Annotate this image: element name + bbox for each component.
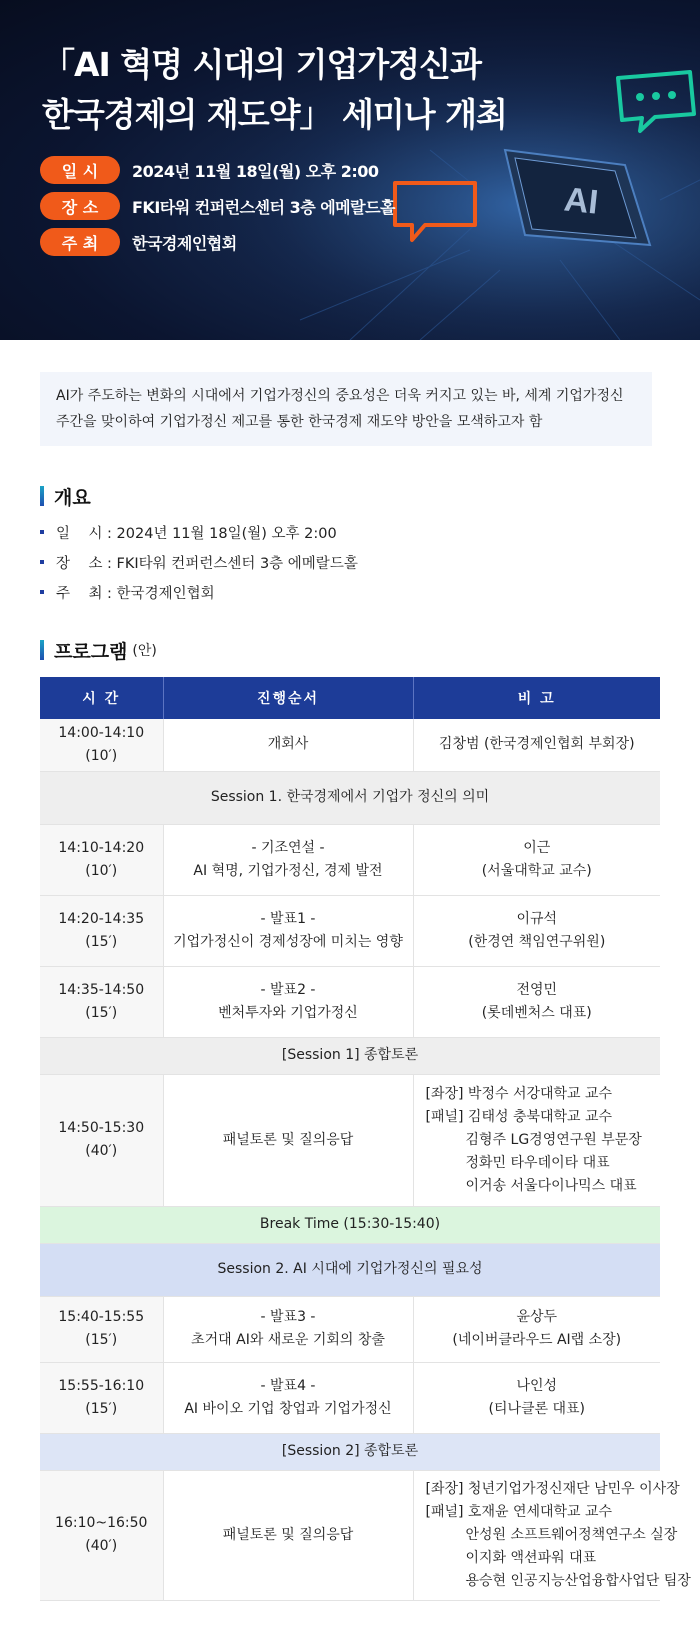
intro-text-line-1: AI가 주도하는 변화의 시대에서 기업가정신의 중요성은 더욱 커지고 있는 바, 세계 기업가정신 bbox=[56, 388, 624, 404]
content-cell bbox=[163, 1362, 413, 1433]
speaker-name: 이규석 bbox=[516, 910, 558, 927]
speaker-affiliation: (서울대학교 교수) bbox=[481, 862, 592, 879]
content-type: - 발표3 - bbox=[260, 1309, 316, 1325]
overview-heading bbox=[40, 484, 91, 508]
time-cell bbox=[40, 719, 163, 771]
time-range: 14:35-14:50 bbox=[58, 981, 145, 998]
content-topic: 벤처투자와 기업가정신 bbox=[218, 1004, 358, 1021]
panel-member: 김형주 LG경영연구원 부문장 bbox=[465, 1131, 642, 1148]
note-cell bbox=[413, 1362, 660, 1433]
program-table bbox=[40, 677, 691, 1601]
header-note: 비 고 bbox=[413, 677, 660, 719]
program-subtitle: (안) bbox=[132, 643, 157, 659]
table-row bbox=[40, 1074, 660, 1206]
time-range: 16:10~16:50 bbox=[55, 1515, 148, 1531]
time-range: 14:00-14:10 bbox=[58, 724, 145, 741]
content-cell: 개회사 bbox=[163, 719, 413, 771]
table-row bbox=[40, 1362, 660, 1433]
time-duration: (40′) bbox=[85, 1143, 118, 1159]
session-1-discussion: [Session 1] 종합토론 bbox=[40, 1037, 660, 1074]
panel-member: 용승현 인공지능산업융합사업단 팀장 bbox=[465, 1572, 691, 1589]
header-content: 진행순서 bbox=[163, 677, 413, 719]
host-label-pill: 주 최 bbox=[40, 228, 120, 256]
overview-item-text: 주 최 : 한국경제인협회 bbox=[56, 585, 215, 602]
note-cell bbox=[413, 1296, 660, 1362]
session-row bbox=[40, 1243, 660, 1296]
venue-label-pill: 장 소 bbox=[40, 192, 120, 220]
bullet-icon bbox=[40, 560, 44, 564]
overview-item bbox=[40, 521, 337, 543]
speaker-name: 나인성 bbox=[516, 1377, 558, 1394]
section-bar-icon bbox=[40, 640, 44, 660]
table-row bbox=[40, 966, 660, 1037]
time-cell bbox=[40, 1362, 163, 1433]
content-topic: AI 혁명, 기업가정신, 경제 발전 bbox=[193, 862, 383, 879]
info-host bbox=[40, 227, 237, 257]
speaker-affiliation: (네이버클라우드 AI랩 소장) bbox=[452, 1332, 622, 1348]
bullet-icon bbox=[40, 590, 44, 594]
time-cell bbox=[40, 824, 163, 895]
table-row bbox=[40, 1296, 660, 1362]
overview-item bbox=[40, 551, 358, 573]
time-range: 15:55-16:10 bbox=[58, 1377, 145, 1394]
intro-box bbox=[40, 372, 652, 446]
discussion-row bbox=[40, 1037, 660, 1074]
table-row bbox=[40, 1470, 660, 1600]
time-duration: (15′) bbox=[85, 1400, 118, 1417]
table-row bbox=[40, 719, 660, 771]
speaker-name: 이근 bbox=[523, 839, 551, 856]
speaker-affiliation: (티나클론 대표) bbox=[488, 1400, 586, 1417]
intro-text-line-2: 주간을 맞이하여 기업가정신 제고를 통한 한국경제 재도약 방안을 모색하고자 함 bbox=[56, 414, 543, 430]
note-cell: 김창범 (한국경제인협회 부회장) bbox=[413, 719, 660, 771]
header-time: 시 간 bbox=[40, 677, 163, 719]
venue-value: FKI타워 컨퍼런스센터 3층 에메랄드홀 bbox=[132, 197, 396, 217]
note-cell bbox=[413, 895, 660, 966]
break-time: Break Time (15:30-15:40) bbox=[40, 1206, 660, 1243]
time-duration: (10′) bbox=[85, 862, 118, 879]
content-cell: 패널토론 및 질의응답 bbox=[163, 1074, 413, 1206]
panel-member: [패널] 호재윤 연세대학교 교수 bbox=[425, 1503, 613, 1520]
content-cell: 패널토론 및 질의응답 bbox=[163, 1470, 413, 1600]
session-2-title: Session 2. AI 시대에 기업가정신의 필요성 bbox=[40, 1243, 660, 1296]
panel-list bbox=[413, 1074, 660, 1206]
panel-member: 이거송 서울다이나믹스 대표 bbox=[465, 1177, 637, 1194]
time-duration: (10′) bbox=[85, 747, 118, 764]
content-cell bbox=[163, 895, 413, 966]
title-line-1: 「AI 혁명 시대의 기업가정신과 bbox=[42, 45, 481, 84]
panel-member: [패널] 김태성 충북대학교 교수 bbox=[425, 1108, 613, 1125]
panel-member: 정화민 타우데이타 대표 bbox=[465, 1154, 610, 1171]
content-topic: AI 바이오 기업 창업과 기업가정신 bbox=[184, 1400, 392, 1417]
time-duration: (15′) bbox=[85, 1332, 118, 1348]
speaker-name: 윤상두 bbox=[516, 1309, 558, 1325]
time-duration: (15′) bbox=[85, 1004, 118, 1021]
table-row bbox=[40, 895, 660, 966]
overview-title: 개요 bbox=[54, 486, 91, 509]
break-row bbox=[40, 1206, 660, 1243]
content-type: - 발표2 - bbox=[260, 981, 316, 998]
time-duration: (15′) bbox=[85, 933, 118, 950]
panel-member: 안성원 소프트웨어정책연구소 실장 bbox=[465, 1526, 678, 1543]
panel-member: [좌장] 청년기업가정신재단 남민우 이사장 bbox=[425, 1480, 680, 1497]
note-cell bbox=[413, 966, 660, 1037]
session-2-discussion: [Session 2] 종합토론 bbox=[40, 1433, 660, 1470]
panel-list bbox=[413, 1470, 691, 1600]
overview-item-text: 일 시 : 2024년 11월 18일(월) 오후 2:00 bbox=[56, 525, 337, 542]
time-cell bbox=[40, 1074, 163, 1206]
time-duration: (40′) bbox=[85, 1538, 118, 1554]
session-row bbox=[40, 771, 660, 824]
overview-item bbox=[40, 581, 215, 603]
time-cell bbox=[40, 1296, 163, 1362]
date-label-pill: 일 시 bbox=[40, 156, 120, 184]
speaker-affiliation: (롯데벤처스 대표) bbox=[481, 1004, 592, 1021]
speaker-name: 전영민 bbox=[516, 981, 558, 998]
svg-text:AI: AI bbox=[562, 180, 601, 222]
time-cell bbox=[40, 1470, 163, 1600]
time-range: 14:10-14:20 bbox=[58, 839, 145, 856]
info-venue bbox=[40, 191, 395, 221]
panel-member: [좌장] 박정수 서강대학교 교수 bbox=[425, 1085, 613, 1102]
content-cell bbox=[163, 966, 413, 1037]
discussion-row bbox=[40, 1433, 660, 1470]
title-line-2: 한국경제의 재도약」 세미나 개최 bbox=[42, 95, 507, 134]
panel-member: 이지화 액션파워 대표 bbox=[465, 1549, 597, 1566]
program-heading bbox=[40, 638, 157, 662]
content-topic: 기업가정신이 경제성장에 미치는 영향 bbox=[173, 933, 403, 950]
speaker-affiliation: (한경연 책임연구위원) bbox=[468, 933, 606, 950]
time-range: 14:20-14:35 bbox=[58, 910, 145, 927]
content-type: - 기조연설 - bbox=[251, 839, 325, 856]
time-range: 14:50-15:30 bbox=[58, 1120, 145, 1136]
session-1-title: Session 1. 한국경제에서 기업가 정신의 의미 bbox=[40, 771, 660, 824]
page-title bbox=[42, 40, 507, 140]
table-header-row bbox=[40, 677, 660, 719]
time-cell bbox=[40, 966, 163, 1037]
content-cell bbox=[163, 1296, 413, 1362]
content-type: - 발표1 - bbox=[260, 910, 316, 927]
overview-item-text: 장 소 : FKI타워 컨퍼런스센터 3층 에메랄드홀 bbox=[56, 555, 358, 572]
content-type: - 발표4 - bbox=[260, 1377, 316, 1394]
section-bar-icon bbox=[40, 486, 44, 506]
time-range: 15:40-15:55 bbox=[58, 1309, 145, 1325]
content-cell bbox=[163, 824, 413, 895]
hero-banner bbox=[0, 0, 700, 340]
date-value: 2024년 11월 18일(월) 오후 2:00 bbox=[132, 161, 379, 181]
host-value: 한국경제인협회 bbox=[132, 233, 237, 253]
time-cell bbox=[40, 895, 163, 966]
content-topic: 초거대 AI와 새로운 기회의 창출 bbox=[191, 1332, 385, 1348]
info-date bbox=[40, 155, 379, 185]
table-row bbox=[40, 824, 660, 895]
note-cell bbox=[413, 824, 660, 895]
bullet-icon bbox=[40, 530, 44, 534]
program-title: 프로그램 bbox=[54, 640, 128, 663]
